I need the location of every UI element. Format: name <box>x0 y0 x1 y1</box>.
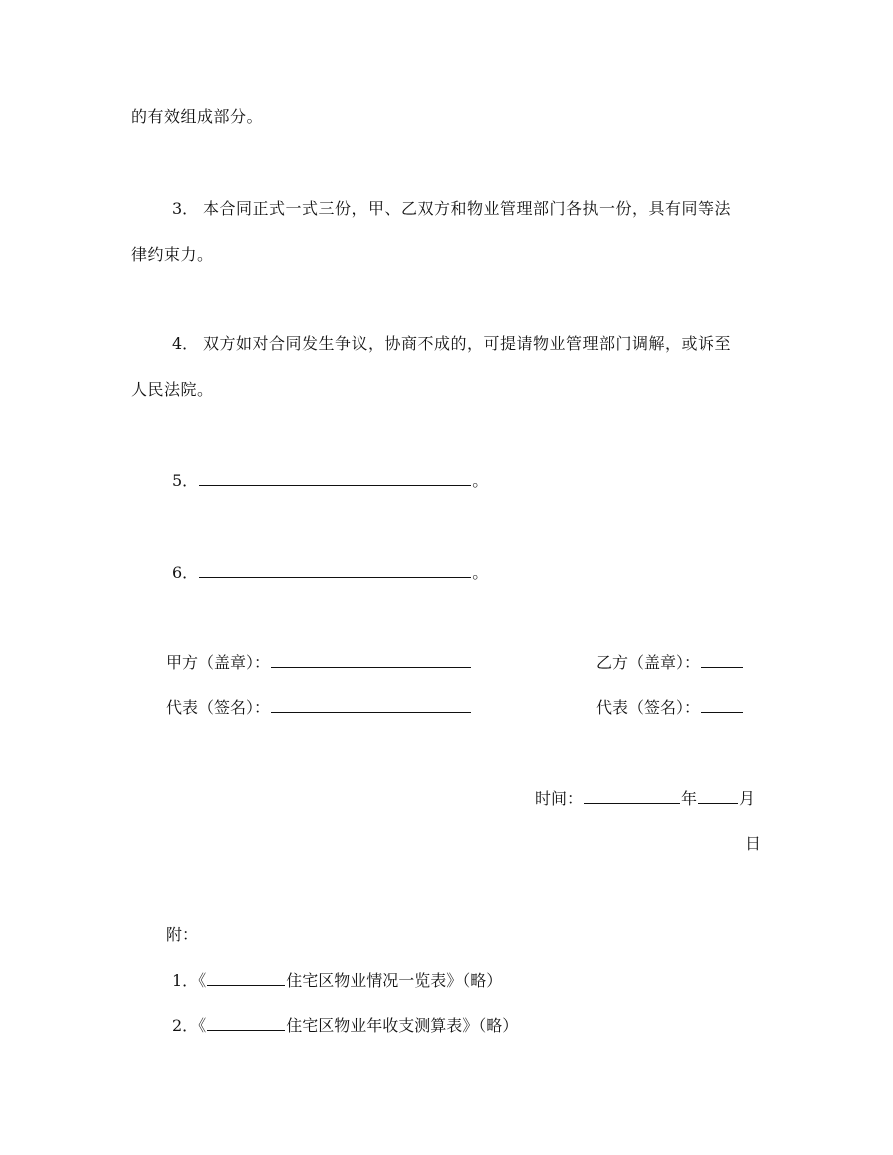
item-4-line-1: 双方如对合同发生争议，协商不成的，可提请物业管理部门调解，或诉至 <box>203 334 732 353</box>
date-day: 日 <box>745 834 762 853</box>
appendix-item-1-blank <box>207 984 285 986</box>
appendix-item-2-text: 住宅区物业年收支测算表》（略） <box>286 1016 519 1035</box>
party-b-seal <box>596 655 744 671</box>
item-4-line-2: 人民法院。 <box>131 380 214 399</box>
item-5-number: 5． <box>172 471 199 490</box>
party-a-seal <box>166 655 472 671</box>
paragraph-tail: 的有效组成部分。 <box>131 107 264 126</box>
rep-b-sign-blank <box>701 711 743 713</box>
date-year-blank <box>584 802 680 804</box>
rep-a-sign-blank <box>271 711 471 713</box>
party-a-seal-blank <box>271 666 471 668</box>
rep-b-sign <box>596 700 744 716</box>
item-6 <box>172 565 488 581</box>
appendix-item-2-blank <box>207 1029 285 1031</box>
appendix-item-1-open: 《 <box>198 971 207 990</box>
appendix-item-1-number: 1． <box>172 971 199 990</box>
item-3-line-2: 律约束力。 <box>131 245 214 264</box>
party-a-seal-label: 甲方（盖章）： <box>166 653 271 672</box>
item-6-number: 6． <box>172 563 199 582</box>
item-6-end: 。 <box>472 563 489 582</box>
item-3-line-1: 本合同正式一式三份，甲、乙双方和物业管理部门各执一份，具有同等法 <box>203 199 732 218</box>
item-5-blank-line <box>199 484 471 486</box>
date-year: 年 <box>681 789 698 808</box>
item-6-blank-line <box>199 576 471 578</box>
party-b-seal-blank <box>701 666 743 668</box>
appendix-item-1-text: 住宅区物业情况一览表》（略） <box>286 971 503 990</box>
appendix-item-2-open: 《 <box>198 1016 207 1035</box>
appendix-item-2-number: 2． <box>172 1016 199 1035</box>
date-line <box>535 791 755 807</box>
date-label: 时间： <box>535 789 584 808</box>
date-month-blank <box>698 802 738 804</box>
party-b-seal-label: 乙方（盖章）： <box>596 653 701 672</box>
rep-b-sign-label: 代表（签名）： <box>596 698 701 717</box>
appendix-item-2 <box>172 1018 518 1034</box>
item-5 <box>172 473 488 489</box>
item-4-number: 4． <box>172 334 199 353</box>
rep-a-sign <box>166 700 472 716</box>
appendix-title: 附： <box>166 925 199 944</box>
date-month: 月 <box>739 789 756 808</box>
item-5-end: 。 <box>472 471 489 490</box>
appendix-item-1 <box>172 973 502 989</box>
item-3-number: 3． <box>172 199 199 218</box>
rep-a-sign-label: 代表（签名）： <box>166 698 271 717</box>
